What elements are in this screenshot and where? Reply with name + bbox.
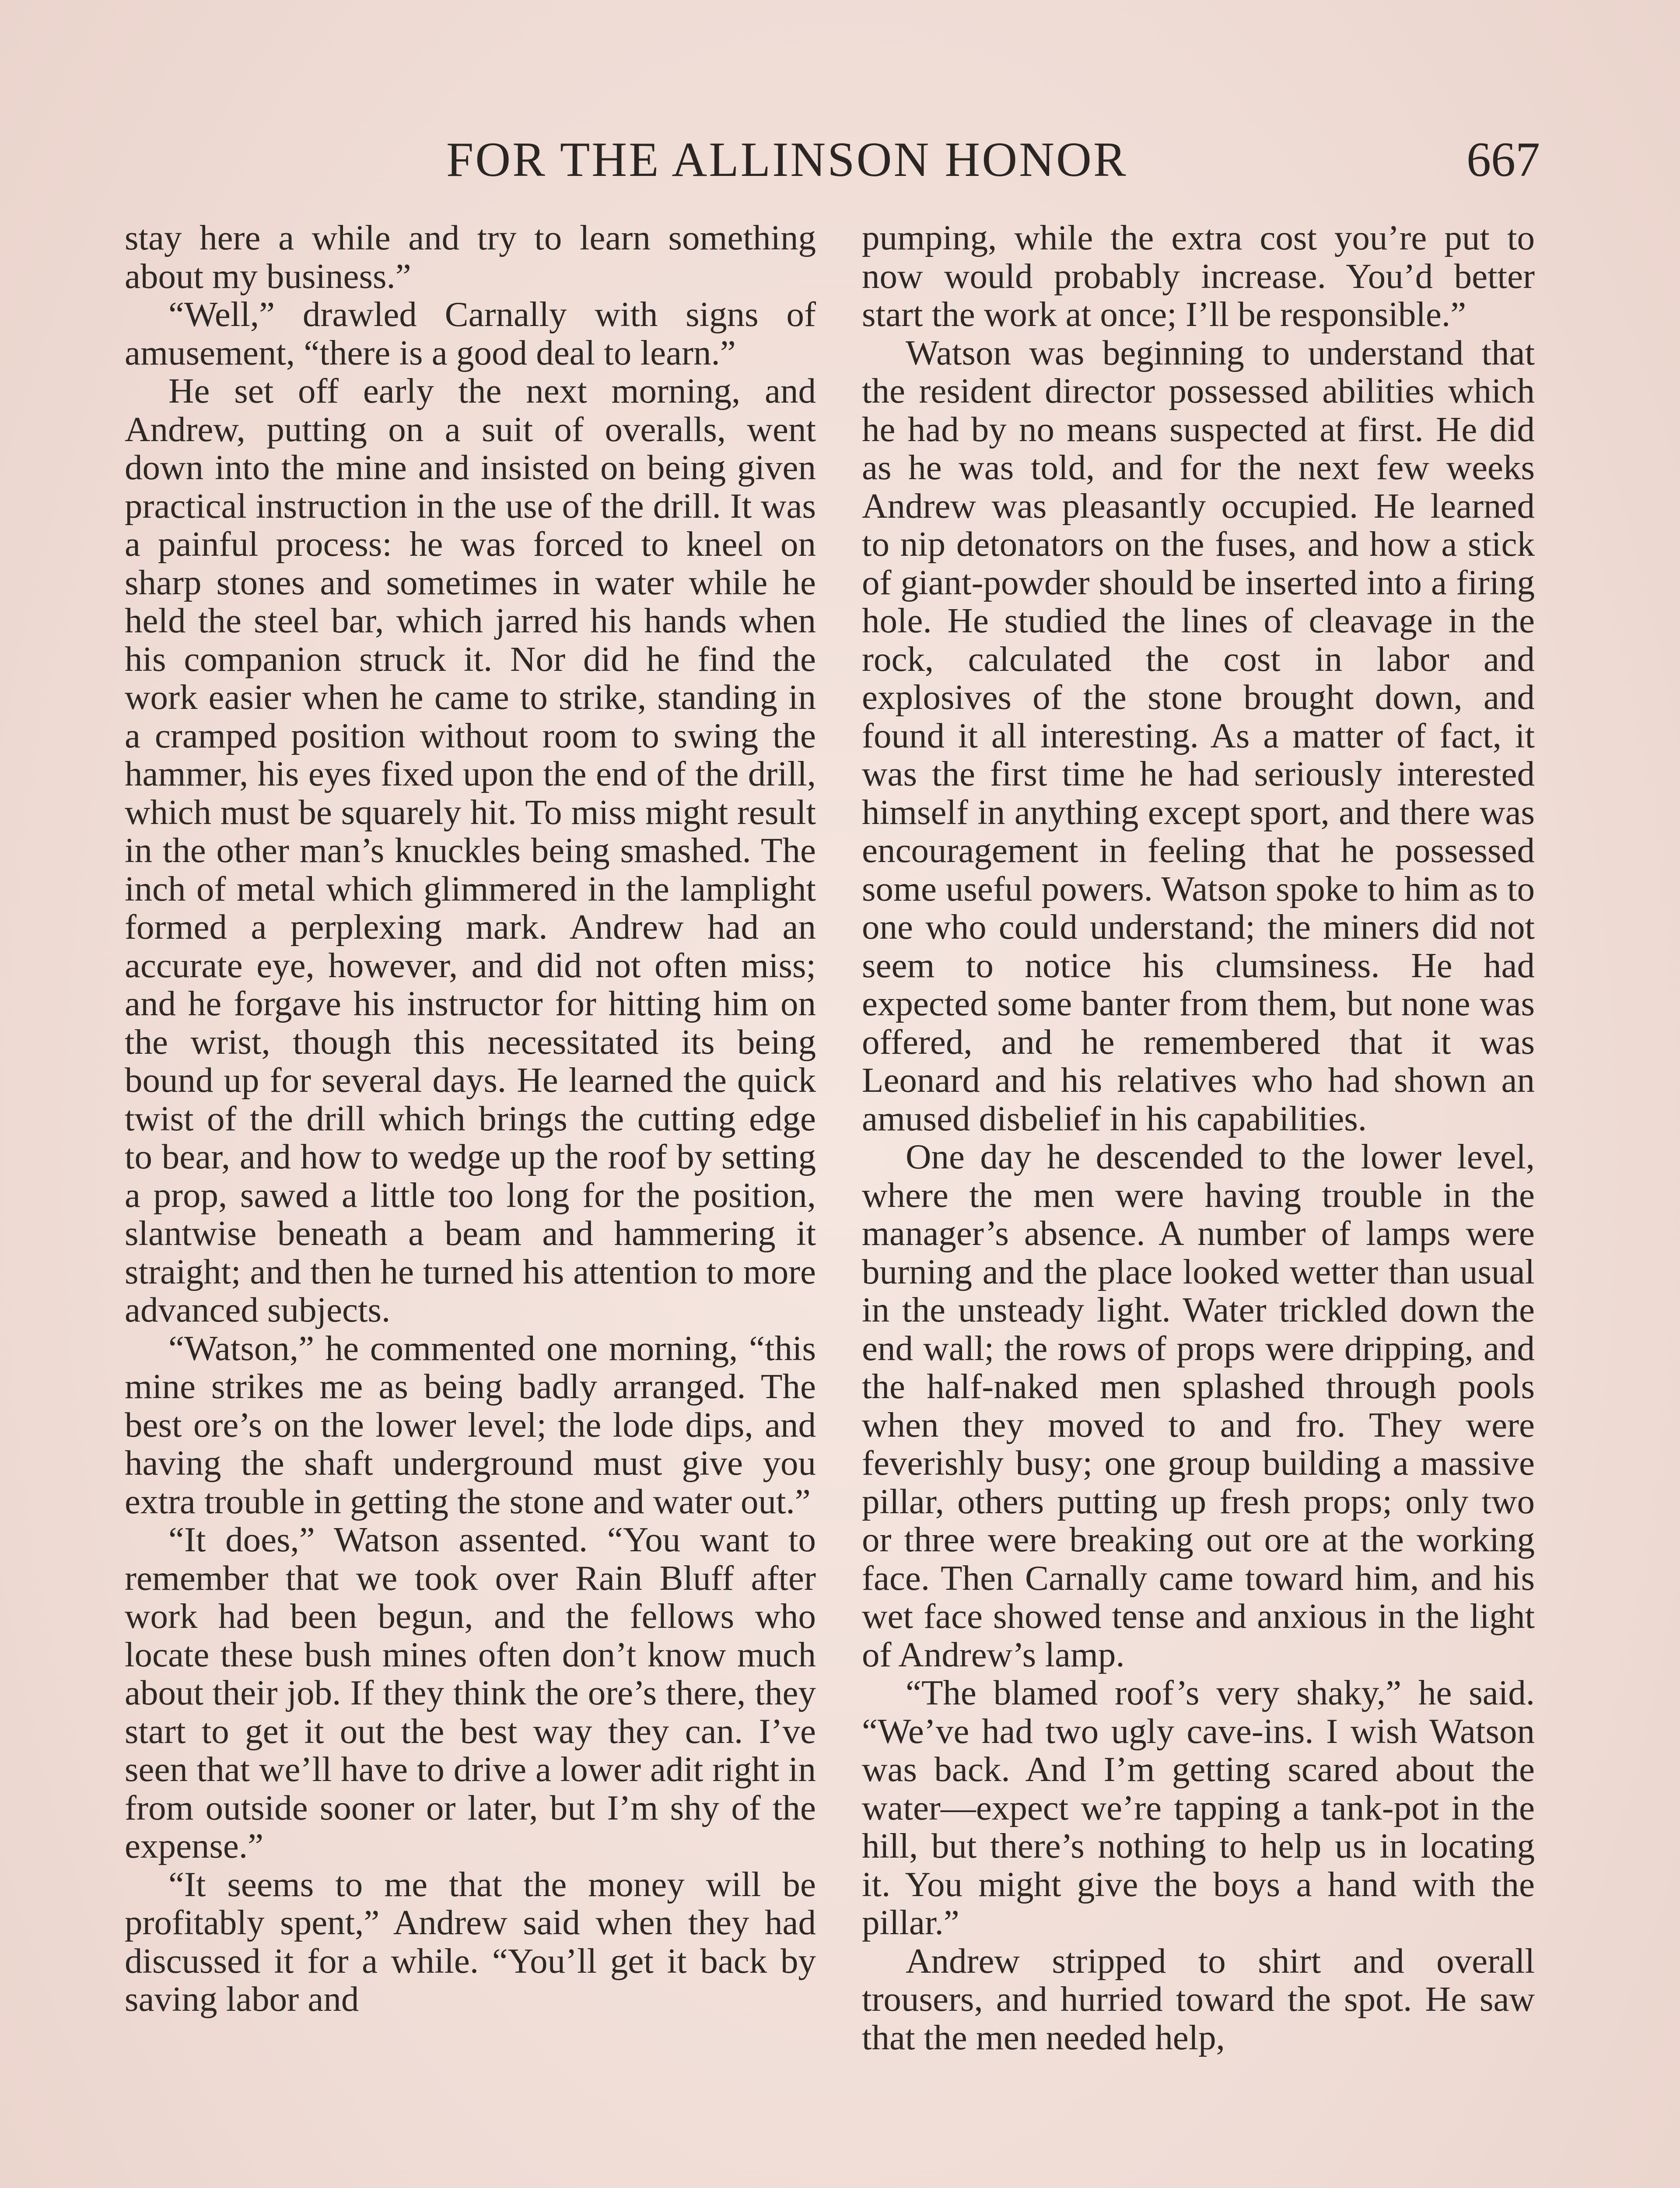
- paragraph: stay here a while and try to learn something about my business.”: [125, 219, 816, 296]
- paragraph: “Well,” drawled Carnally with signs of amusement, “there is a good deal to learn.”: [125, 295, 816, 372]
- paragraph: “The blamed roof’s very shaky,” he said. “We’ve had two ugly cave-ins. I wish Watson was back. And I’m getting scared about the water—expect we’re tapping a tank-pot in the hill, but there’s nothing to help us in locating it. You might give the boys a hand with the pillar.”: [862, 1673, 1535, 1942]
- page-header: [446, 127, 1540, 193]
- running-title: FOR THE ALLINSON HONOR: [446, 133, 1128, 187]
- left-column: [125, 219, 816, 2188]
- paragraph: Watson was beginning to understand that the resident director possessed abilities which he had by no means suspected at first. He did as he was told, and for the next few weeks Andrew was pleasantly occupied. He learned to nip detonators on the fuses, and how a stick of giant-powder should be inserted into a firing hole. He studied the lines of cleavage in the rock, calculated the cost in labor and explosives of the stone brought down, and found it all interesting. As a matter of fact, it was the first time he had seriously interested himself in anything except sport, and there was encouragement in feeling that he possessed some useful powers. Watson spoke to him as to one who could understand; the miners did not seem to notice his clumsiness. He had expected some banter from them, but none was offered, and he remembered that it was Leonard and his relatives who had shown an amused disbelief in his capabilities.: [862, 333, 1535, 1138]
- paragraph: “Watson,” he commented one morning, “this mine strikes me as being badly arranged. The best ore’s on the lower level; the lode dips, and having the shaft underground must give you extra trouble in getting the stone and water out.”: [125, 1328, 816, 1521]
- page-number: 667: [1466, 133, 1540, 187]
- right-column: [862, 219, 1535, 2188]
- paragraph: pumping, while the extra cost you’re put to now would probably increase. You’d better start the work at once; I’ll be responsible.”: [862, 219, 1535, 334]
- paragraph: Andrew stripped to shirt and overall trousers, and hurried toward the spot. He saw that the men needed help,: [862, 1941, 1535, 2057]
- paragraph: One day he descended to the lower level, where the men were having trouble in the manager’s absence. A number of lamps were burning and the place looked wetter than usual in the unsteady light. Water trickled down the end wall; the rows of props were dripping, and the half-naked men splashed through pools when they moved to and fro. They were feverishly busy; one group building a massive pillar, others putting up fresh props; only two or three were breaking out ore at the working face. Then Carnally came toward him, and his wet face showed tense and anxious in the light of Andrew’s lamp.: [862, 1137, 1535, 1674]
- paragraph: “It does,” Watson assented. “You want to remember that we took over Rain Bluff after work had been begun, and the fellows who locate these bush mines often don’t know much about their job. If they think the ore’s there, they start to get it out the best way they can. I’ve seen that we’ll have to drive a lower adit right in from outside sooner or later, but I’m shy of the expense.”: [125, 1520, 816, 1865]
- paragraph: “It seems to me that the money will be profitably spent,” Andrew said when they had discussed it for a while. “You’ll get it back by saving labor and: [125, 1864, 816, 2019]
- paragraph: He set off early the next morning, and Andrew, putting on a suit of overalls, went down into the mine and insisted on being given practical instruction in the use of the drill. It was a painful process: he was forced to kneel on sharp stones and sometimes in water while he held the steel bar, which jarred his hands when his companion struck it. Nor did he find the work easier when he came to strike, standing in a cramped position without room to swing the hammer, his eyes fixed upon the end of the drill, which must be squarely hit. To miss might result in the other man’s knuckles being smashed. The inch of metal which glimmered in the lamplight formed a perplexing mark. Andrew had an accurate eye, however, and did not often miss; and he forgave his instructor for hitting him on the wrist, though this necessitated its being bound up for several days. He learned the quick twist of the drill which brings the cutting edge to bear, and how to wedge up the roof by setting a prop, sawed a little too long for the position, slantwise beneath a beam and hammering it straight; and then he turned his attention to more advanced subjects.: [125, 371, 816, 1329]
